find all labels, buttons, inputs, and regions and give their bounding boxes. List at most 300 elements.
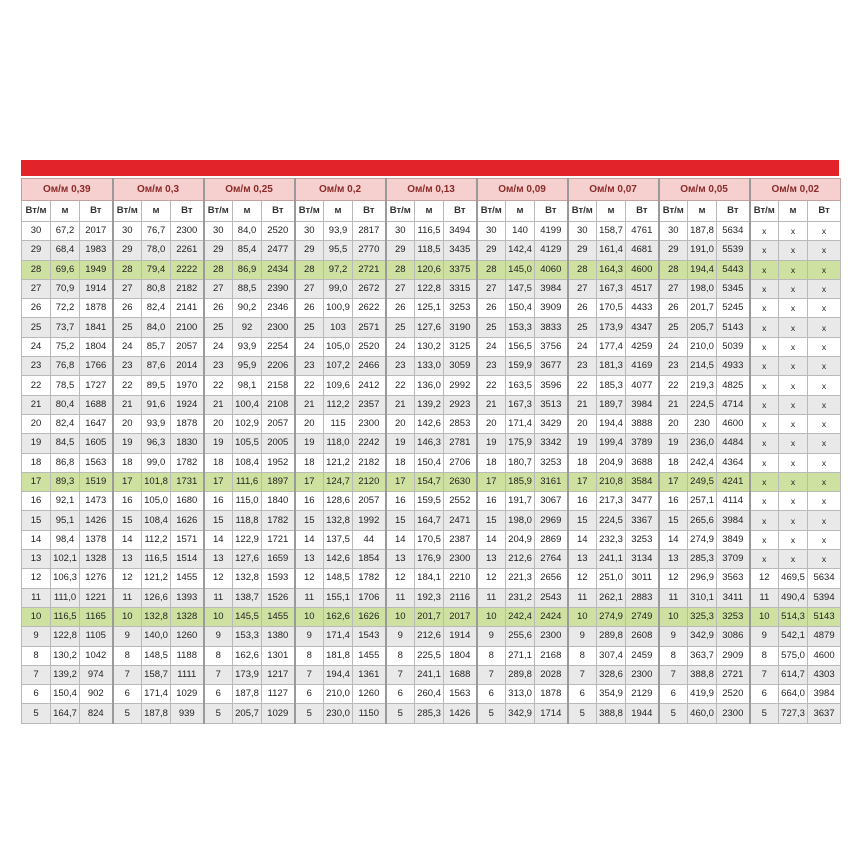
table-cell: x [750, 550, 779, 569]
table-cell: 285,3 [688, 550, 717, 569]
table-cell: 8 [659, 646, 688, 665]
table-cell: 100,9 [324, 299, 353, 318]
table-cell: 249,5 [688, 472, 717, 491]
table-cell: 2129 [626, 685, 659, 704]
group-header: Ом/м 0,3 [113, 179, 204, 201]
table-cell: 73,7 [51, 318, 80, 337]
table-cell: 2672 [353, 279, 386, 298]
table-cell: 17 [477, 472, 506, 491]
table-cell: 4879 [808, 627, 841, 646]
table-cell: 214,5 [688, 357, 717, 376]
table-cell: 13 [22, 550, 51, 569]
table-cell: 16 [477, 492, 506, 511]
table-cell: 241,1 [415, 665, 444, 684]
table-cell: 7 [295, 665, 324, 684]
table-cell: 10 [386, 607, 415, 626]
table-cell: 155,1 [324, 588, 353, 607]
table-cell: 23 [22, 357, 51, 376]
table-row [22, 260, 841, 279]
table-cell: 9 [477, 627, 506, 646]
table-cell: 3709 [717, 550, 750, 569]
subheader-cell: Вт [353, 201, 386, 222]
table-cell: 2254 [262, 337, 295, 356]
table-cell: 4077 [626, 376, 659, 395]
table-cell: 75,2 [51, 337, 80, 356]
table-cell: 342,9 [506, 704, 535, 723]
table-cell: 20 [204, 414, 233, 433]
table-cell: 1782 [171, 453, 204, 472]
table-row [22, 279, 841, 298]
table-cell: 2108 [262, 395, 295, 414]
table-cell: 80,8 [142, 279, 171, 298]
table-cell: 1301 [262, 646, 295, 665]
table-cell: 1526 [262, 588, 295, 607]
table-cell: 2387 [444, 530, 477, 549]
table-cell: 23 [477, 357, 506, 376]
table-row [22, 472, 841, 491]
table-cell: 24 [568, 337, 597, 356]
table-cell: 154,7 [415, 472, 444, 491]
table-cell: 162,6 [233, 646, 262, 665]
table-cell: 14 [204, 530, 233, 549]
table-cell: 164,7 [415, 511, 444, 530]
table-cell: 184,1 [415, 569, 444, 588]
table-cell: 3789 [626, 434, 659, 453]
table-cell: 1328 [171, 607, 204, 626]
table-cell: 175,9 [506, 434, 535, 453]
table-cell: 16 [659, 492, 688, 511]
table-cell: 108,4 [142, 511, 171, 530]
table-cell: 24 [22, 337, 51, 356]
table-cell: 2005 [262, 434, 295, 453]
table-cell: x [750, 357, 779, 376]
table-cell: 2770 [353, 241, 386, 260]
table-cell: 171,4 [324, 627, 353, 646]
table-cell: x [808, 492, 841, 511]
table-cell: 2471 [444, 511, 477, 530]
table-cell: 3584 [626, 472, 659, 491]
table-cell: 122,8 [51, 627, 80, 646]
table-cell: 27 [568, 279, 597, 298]
table-cell: 25 [568, 318, 597, 337]
table-cell: 1029 [262, 704, 295, 723]
table-row [22, 665, 841, 684]
table-cell: 5 [750, 704, 779, 723]
table-cell: 191,7 [506, 492, 535, 511]
subheader-cell: Вт/м [477, 201, 506, 222]
table-cell: 95,9 [233, 357, 262, 376]
table-cell: 5345 [717, 279, 750, 298]
table-cell: 2459 [626, 646, 659, 665]
table-cell: 150,4 [506, 299, 535, 318]
table-cell: 5 [386, 704, 415, 723]
table-cell: 3059 [444, 357, 477, 376]
table-cell: 112,2 [142, 530, 171, 549]
table-cell: 4364 [717, 453, 750, 472]
resistance-table [21, 178, 841, 724]
subheader-cell: Вт/м [204, 201, 233, 222]
table-cell: 30 [113, 222, 142, 241]
table-cell: 187,8 [142, 704, 171, 723]
table-cell: 14 [477, 530, 506, 549]
table-cell: x [750, 434, 779, 453]
table-cell: 89,5 [142, 376, 171, 395]
table-cell: 3494 [444, 222, 477, 241]
table-cell: 80,4 [51, 395, 80, 414]
table-cell: 29 [204, 241, 233, 260]
table-cell: 2992 [444, 376, 477, 395]
table-cell: 5 [113, 704, 142, 723]
table-cell: 205,7 [233, 704, 262, 723]
table-cell: 205,7 [688, 318, 717, 337]
table-cell: 2853 [444, 414, 477, 433]
table-cell: 198,0 [688, 279, 717, 298]
table-cell: 3253 [626, 530, 659, 549]
table-cell: 140,0 [142, 627, 171, 646]
table-cell: 1914 [80, 279, 113, 298]
table-cell: 96,3 [142, 434, 171, 453]
table-cell: 29 [113, 241, 142, 260]
table-cell: 176,9 [415, 550, 444, 569]
table-cell: 328,6 [597, 665, 626, 684]
table-cell: 1706 [353, 588, 386, 607]
table-cell: 177,4 [597, 337, 626, 356]
table-cell: 132,8 [233, 569, 262, 588]
table-cell: 8 [113, 646, 142, 665]
subheader-cell: м [597, 201, 626, 222]
table-cell: 2300 [444, 550, 477, 569]
table-cell: 3011 [626, 569, 659, 588]
table-cell: 2552 [444, 492, 477, 511]
table-cell: 3190 [444, 318, 477, 337]
table-cell: 3315 [444, 279, 477, 298]
table-cell: 24 [659, 337, 688, 356]
table-cell: 3637 [808, 704, 841, 723]
table-cell: 191,0 [688, 241, 717, 260]
table-cell: 6 [750, 685, 779, 704]
table-cell: 10 [295, 607, 324, 626]
table-cell: 12 [386, 569, 415, 588]
table-cell: 153,3 [506, 318, 535, 337]
table-cell: 99,0 [324, 279, 353, 298]
table-cell: 5 [477, 704, 506, 723]
table-cell: 17 [386, 472, 415, 491]
table-cell: x [750, 492, 779, 511]
subheader-cell: Вт/м [113, 201, 142, 222]
table-cell: x [808, 434, 841, 453]
table-cell: 6 [22, 685, 51, 704]
table-cell: 354,9 [597, 685, 626, 704]
table-cell: 6 [113, 685, 142, 704]
table-cell: 1378 [80, 530, 113, 549]
table-cell: 4303 [808, 665, 841, 684]
table-cell: x [750, 337, 779, 356]
table-cell: 13 [477, 550, 506, 569]
table-cell: 136,0 [415, 376, 444, 395]
table-cell: 19 [386, 434, 415, 453]
table-row [22, 395, 841, 414]
table-cell: 170,5 [597, 299, 626, 318]
table-cell: 3161 [535, 472, 568, 491]
table-cell: 9 [113, 627, 142, 646]
table-cell: 20 [295, 414, 324, 433]
table-cell: 153,3 [233, 627, 262, 646]
table-cell: 204,9 [597, 453, 626, 472]
table-cell: 7 [477, 665, 506, 684]
table-cell: 1878 [171, 414, 204, 433]
table-cell: 2300 [626, 665, 659, 684]
table-cell: 9 [22, 627, 51, 646]
table-cell: 2466 [353, 357, 386, 376]
table-cell: 13 [204, 550, 233, 569]
table-cell: 97,2 [324, 260, 353, 279]
table-cell: 902 [80, 685, 113, 704]
subheader-cell: Вт [535, 201, 568, 222]
table-row [22, 376, 841, 395]
table-cell: 388,8 [688, 665, 717, 684]
table-cell: 98,4 [51, 530, 80, 549]
table-cell: 16 [295, 492, 324, 511]
table-cell: x [750, 279, 779, 298]
table-cell: 102,9 [233, 414, 262, 433]
table-cell: 89,3 [51, 472, 80, 491]
table-cell: 2781 [444, 434, 477, 453]
table-cell: 1924 [171, 395, 204, 414]
table-cell: 139,2 [415, 395, 444, 414]
table-cell: 121,2 [142, 569, 171, 588]
table-cell: 17 [204, 472, 233, 491]
table-cell: 9 [568, 627, 597, 646]
table-cell: 11 [477, 588, 506, 607]
table-cell: 2622 [353, 299, 386, 318]
table-cell: 2017 [80, 222, 113, 241]
table-cell: 111,0 [51, 588, 80, 607]
table-cell: 3984 [626, 395, 659, 414]
table-cell: 25 [477, 318, 506, 337]
table-cell: 20 [113, 414, 142, 433]
table-cell: 76,8 [51, 357, 80, 376]
table-cell: 28 [22, 260, 51, 279]
table-cell: 3342 [535, 434, 568, 453]
table-cell: 2120 [353, 472, 386, 491]
table-cell: 7 [568, 665, 597, 684]
table-cell: 27 [659, 279, 688, 298]
table-cell: 313,0 [506, 685, 535, 704]
table-cell: x [750, 260, 779, 279]
table-cell: 6 [295, 685, 324, 704]
table-cell: 14 [386, 530, 415, 549]
table-cell: 24 [386, 337, 415, 356]
table-cell: 2656 [535, 569, 568, 588]
table-cell: 1571 [171, 530, 204, 549]
table-cell: x [779, 337, 808, 356]
table-cell: x [750, 222, 779, 241]
table-cell: 2300 [353, 414, 386, 433]
table-cell: 232,3 [597, 530, 626, 549]
table-cell: 1042 [80, 646, 113, 665]
table-cell: 13 [295, 550, 324, 569]
table-cell: 201,7 [688, 299, 717, 318]
table-cell: 4347 [626, 318, 659, 337]
table-cell: 2141 [171, 299, 204, 318]
table-cell: 116,5 [142, 550, 171, 569]
table-cell: 115 [324, 414, 353, 433]
table-cell: x [779, 357, 808, 376]
table-cell: 21 [386, 395, 415, 414]
table-cell: 142,6 [324, 550, 353, 569]
table-cell: 158,7 [142, 665, 171, 684]
table-cell: 69,6 [51, 260, 80, 279]
table-cell: 27 [204, 279, 233, 298]
table-cell: x [750, 414, 779, 433]
table-cell: 1111 [171, 665, 204, 684]
table-cell: x [779, 395, 808, 414]
table-cell: 18 [22, 453, 51, 472]
table-cell: 3833 [535, 318, 568, 337]
table-cell: 4114 [717, 492, 750, 511]
table-cell: 7 [386, 665, 415, 684]
table-cell: 1854 [353, 550, 386, 569]
table-cell: 2412 [353, 376, 386, 395]
table-cell: 5039 [717, 337, 750, 356]
table-cell: 92,1 [51, 492, 80, 511]
table-cell: 2100 [171, 318, 204, 337]
table-cell: 2721 [353, 260, 386, 279]
table-row [22, 646, 841, 665]
table-cell: x [750, 511, 779, 530]
table-cell: 5 [295, 704, 324, 723]
table-cell: 112,2 [324, 395, 353, 414]
table-cell: x [808, 299, 841, 318]
table-cell: 6 [477, 685, 506, 704]
table-cell: 20 [386, 414, 415, 433]
table-cell: x [779, 318, 808, 337]
table-cell: 11 [113, 588, 142, 607]
table-cell: 4129 [535, 241, 568, 260]
table-cell: 1840 [262, 492, 295, 511]
table-cell: 163,5 [506, 376, 535, 395]
table-cell: 6 [204, 685, 233, 704]
table-cell: x [808, 472, 841, 491]
table-cell: 3513 [535, 395, 568, 414]
table-cell: 1970 [171, 376, 204, 395]
table-cell: 27 [22, 279, 51, 298]
table-cell: 28 [204, 260, 233, 279]
table-cell: 17 [113, 472, 142, 491]
table-cell: 181,8 [324, 646, 353, 665]
table-cell: 185,9 [506, 472, 535, 491]
table-cell: 103 [324, 318, 353, 337]
table-cell: 29 [386, 241, 415, 260]
table-cell: 2182 [171, 279, 204, 298]
table-cell: 5 [568, 704, 597, 723]
table-cell: 1563 [80, 453, 113, 472]
table-cell: 2057 [262, 414, 295, 433]
table-cell: 22 [568, 376, 597, 395]
table-cell: 2346 [262, 299, 295, 318]
table-cell: 116,5 [51, 607, 80, 626]
table-row [22, 569, 841, 588]
group-header-row [22, 179, 841, 201]
table-cell: 106,3 [51, 569, 80, 588]
table-cell: 30 [204, 222, 233, 241]
table-cell: 241,1 [597, 550, 626, 569]
table-cell: 3984 [535, 279, 568, 298]
table-cell: 17 [22, 472, 51, 491]
table-cell: 199,4 [597, 434, 626, 453]
table-cell: 4060 [535, 260, 568, 279]
table-cell: 121,2 [324, 453, 353, 472]
table-cell: 145,0 [506, 260, 535, 279]
table-cell: 86,8 [51, 453, 80, 472]
table-cell: 1029 [171, 685, 204, 704]
table-cell: 21 [22, 395, 51, 414]
subheader-cell: Вт [262, 201, 295, 222]
table-cell: 93,9 [324, 222, 353, 241]
table-cell: 224,5 [597, 511, 626, 530]
table-cell: 4761 [626, 222, 659, 241]
table-cell: 19 [113, 434, 142, 453]
table-cell: 2158 [262, 376, 295, 395]
table-cell: x [808, 260, 841, 279]
table-cell: 107,2 [324, 357, 353, 376]
table-cell: 3125 [444, 337, 477, 356]
table-cell: 8 [750, 646, 779, 665]
table-cell: x [808, 357, 841, 376]
table-cell: 22 [113, 376, 142, 395]
table-cell: 6 [386, 685, 415, 704]
table-cell: 72,2 [51, 299, 80, 318]
table-cell: 116,5 [415, 222, 444, 241]
table-cell: 14 [22, 530, 51, 549]
table-cell: 1380 [262, 627, 295, 646]
table-cell: 10 [477, 607, 506, 626]
table-cell: 19 [659, 434, 688, 453]
table-cell: 15 [204, 511, 233, 530]
table-cell: 8 [568, 646, 597, 665]
table-cell: 15 [295, 511, 324, 530]
table-cell: 221,3 [506, 569, 535, 588]
table-cell: 22 [659, 376, 688, 395]
table-cell: 2923 [444, 395, 477, 414]
table-cell: 419,9 [688, 685, 717, 704]
table-cell: 460,0 [688, 704, 717, 723]
table-cell: 22 [386, 376, 415, 395]
table-cell: 727,3 [779, 704, 808, 723]
table-cell: 21 [659, 395, 688, 414]
group-header: Ом/м 0,02 [750, 179, 841, 201]
table-cell: x [808, 241, 841, 260]
table-cell: 575,0 [779, 646, 808, 665]
table-cell: 4199 [535, 222, 568, 241]
table-cell: 133,0 [415, 357, 444, 376]
table-cell: 3375 [444, 260, 477, 279]
table-cell: 10 [113, 607, 142, 626]
table-cell: 265,6 [688, 511, 717, 530]
table-cell: 204,9 [506, 530, 535, 549]
table-cell: 25 [386, 318, 415, 337]
table-cell: 137,5 [324, 530, 353, 549]
table-cell: 25 [113, 318, 142, 337]
table-cell: 1563 [444, 685, 477, 704]
table-cell: 3429 [535, 414, 568, 433]
subheader-cell: м [233, 201, 262, 222]
table-cell: 11 [386, 588, 415, 607]
table-cell: 10 [22, 607, 51, 626]
table-cell: 3067 [535, 492, 568, 511]
table-row [22, 492, 841, 511]
table-row [22, 434, 841, 453]
